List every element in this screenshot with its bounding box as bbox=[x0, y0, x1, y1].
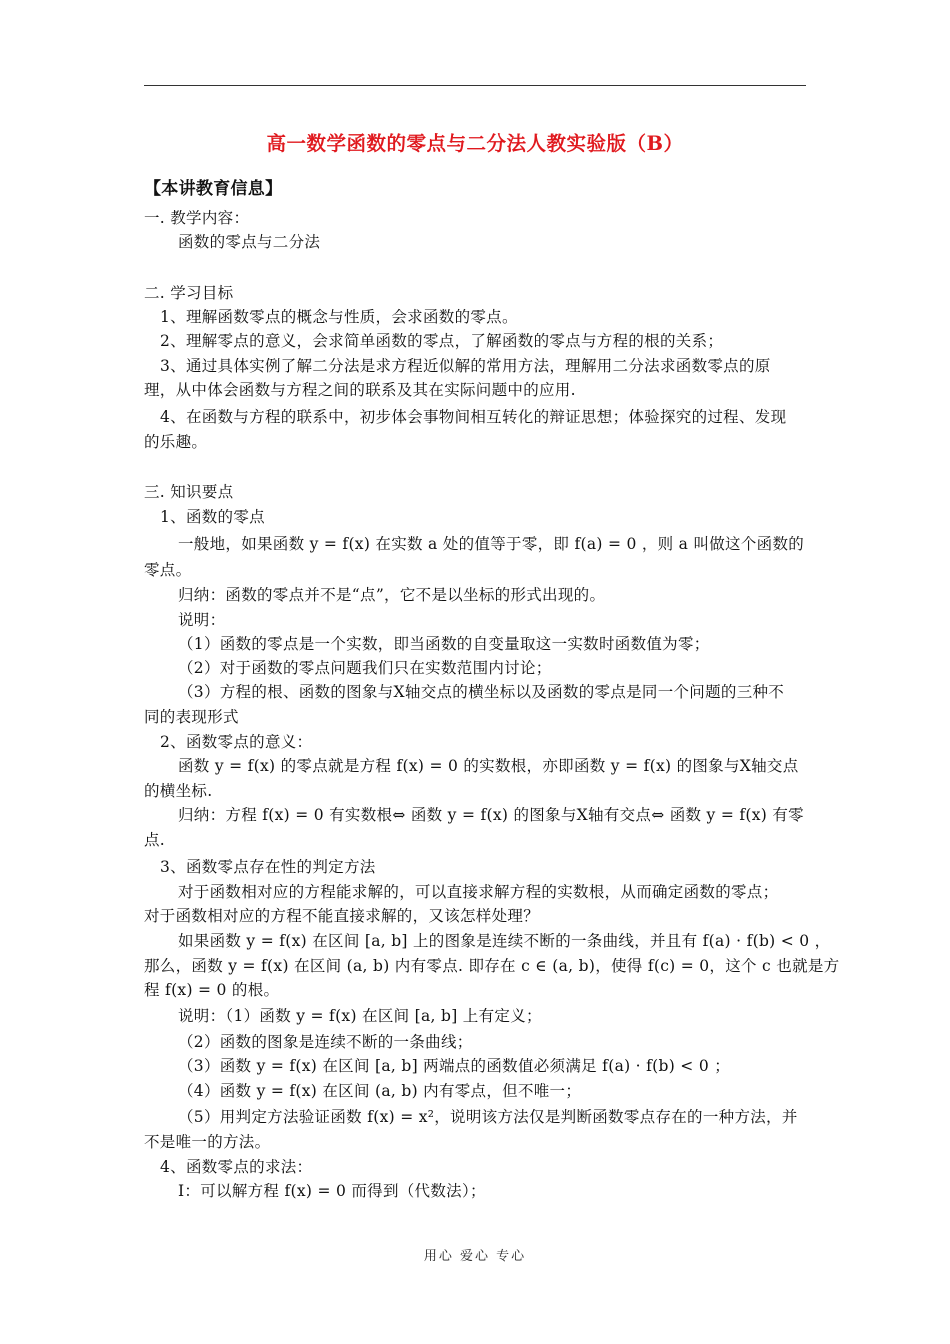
text-line: （2）函数的图象是连续不断的一条曲线； bbox=[178, 1033, 473, 1051]
text-line: （1）函数的零点是一个实数，即当函数的自变量取这一实数时函数值为零； bbox=[178, 635, 710, 653]
text-line: （3）方程的根、函数的图象与X轴交点的横坐标以及函数的零点是同一个问题的三种不 bbox=[178, 683, 785, 701]
text-line: 函数的零点与二分法 bbox=[178, 233, 321, 251]
text-line: 如果函数 y = f(x) 在区间 [a, b] 上的图象是连续不断的一条曲线，并且有 f(a) · f(b) < 0 ， bbox=[178, 932, 831, 950]
text-line: 4、在函数与方程的联系中，初步体会事物间相互转化的辩证思想；体验探究的过程、发现 bbox=[160, 408, 787, 426]
text-line: 1、函数的零点 bbox=[160, 508, 265, 526]
header-rule bbox=[144, 85, 806, 86]
heading-content: 一. 教学内容： bbox=[144, 209, 250, 227]
text-line: 说明：（1）函数 y = f(x) 在区间 [a, b] 上有定义； bbox=[178, 1007, 542, 1025]
heading-goals: 二. 学习目标 bbox=[144, 284, 234, 302]
text-line: Ⅰ：可以解方程 f(x) = 0 而得到（代数法）； bbox=[178, 1182, 486, 1200]
text-line: 归纳：函数的零点并不是“点”，它不是以坐标的形式出现的。 bbox=[178, 586, 606, 604]
heading-knowledge: 三. 知识要点 bbox=[144, 483, 234, 501]
text-line: 同的表现形式 bbox=[144, 708, 239, 726]
text-line: 零点。 bbox=[144, 561, 192, 579]
text-line: 点. bbox=[144, 831, 166, 849]
text-line: 2、函数零点的意义： bbox=[160, 733, 313, 751]
text-line: 不是唯一的方法。 bbox=[144, 1133, 271, 1151]
document-title: 高一数学函数的零点与二分法人教实验版（B） bbox=[266, 132, 684, 155]
text-line: 函数 y = f(x) 的零点就是方程 f(x) = 0 的实数根，亦即函数 y = f(x) 的图象与X轴交点 bbox=[178, 757, 799, 775]
text-line: 1、理解函数零点的概念与性质，会求函数的零点。 bbox=[160, 308, 518, 326]
text-line: 3、函数零点存在性的判定方法 bbox=[160, 858, 376, 876]
text-line: 归纳：方程 f(x) = 0 有实数根⇔ 函数 y = f(x) 的图象与X轴有交点⇔ 函数 y = f(x) 有零 bbox=[178, 806, 804, 824]
text-line: （2）对于函数的零点问题我们只在实数范围内讨论； bbox=[178, 659, 552, 677]
text-line: （5）用判定方法验证函数 f(x) = x²，说明该方法仅是判断函数零点存在的一种方法，并 bbox=[178, 1108, 798, 1126]
text-line: 3、通过具体实例了解二分法是求方程近似解的常用方法，理解用二分法求函数零点的原 bbox=[160, 357, 771, 375]
text-line: 一般地，如果函数 y = f(x) 在实数 a 处的值等于零，即 f(a) = 0 ，则 a 叫做这个函数的 bbox=[178, 535, 805, 553]
text-line: 理，从中体会函数与方程之间的联系及其在实际问题中的应用. bbox=[144, 381, 576, 399]
text-line: 的横坐标. bbox=[144, 782, 213, 800]
text-line: 4、函数零点的求法： bbox=[160, 1158, 313, 1176]
text-line: 说明： bbox=[178, 611, 226, 629]
text-line: 那么，函数 y = f(x) 在区间 (a, b) 内有零点. 即存在 c ∈ (a, b)，使得 f(c) = 0，这个 c 也就是方 bbox=[144, 957, 840, 975]
text-line: （3）函数 y = f(x) 在区间 [a, b] 两端点的函数值必须满足 f(a) · f(b) < 0 ； bbox=[178, 1057, 731, 1075]
text-line: 2、理解零点的意义，会求简单函数的零点，了解函数的零点与方程的根的关系； bbox=[160, 332, 724, 350]
text-line: 对于函数相对应的方程能求解的，可以直接求解方程的实数根，从而确定函数的零点； bbox=[178, 883, 779, 901]
text-line: （4）函数 y = f(x) 在区间 (a, b) 内有零点，但不唯一； bbox=[178, 1082, 582, 1100]
text-line: 程 f(x) = 0 的根。 bbox=[144, 981, 280, 999]
text-line: 的乐趣。 bbox=[144, 433, 208, 451]
text-line: 对于函数相对应的方程不能直接求解的，又该怎样处理？ bbox=[144, 907, 540, 925]
section-header: 【本讲教育信息】 bbox=[144, 179, 283, 199]
page-footer: 用心 爱心 专心 bbox=[423, 1249, 527, 1264]
